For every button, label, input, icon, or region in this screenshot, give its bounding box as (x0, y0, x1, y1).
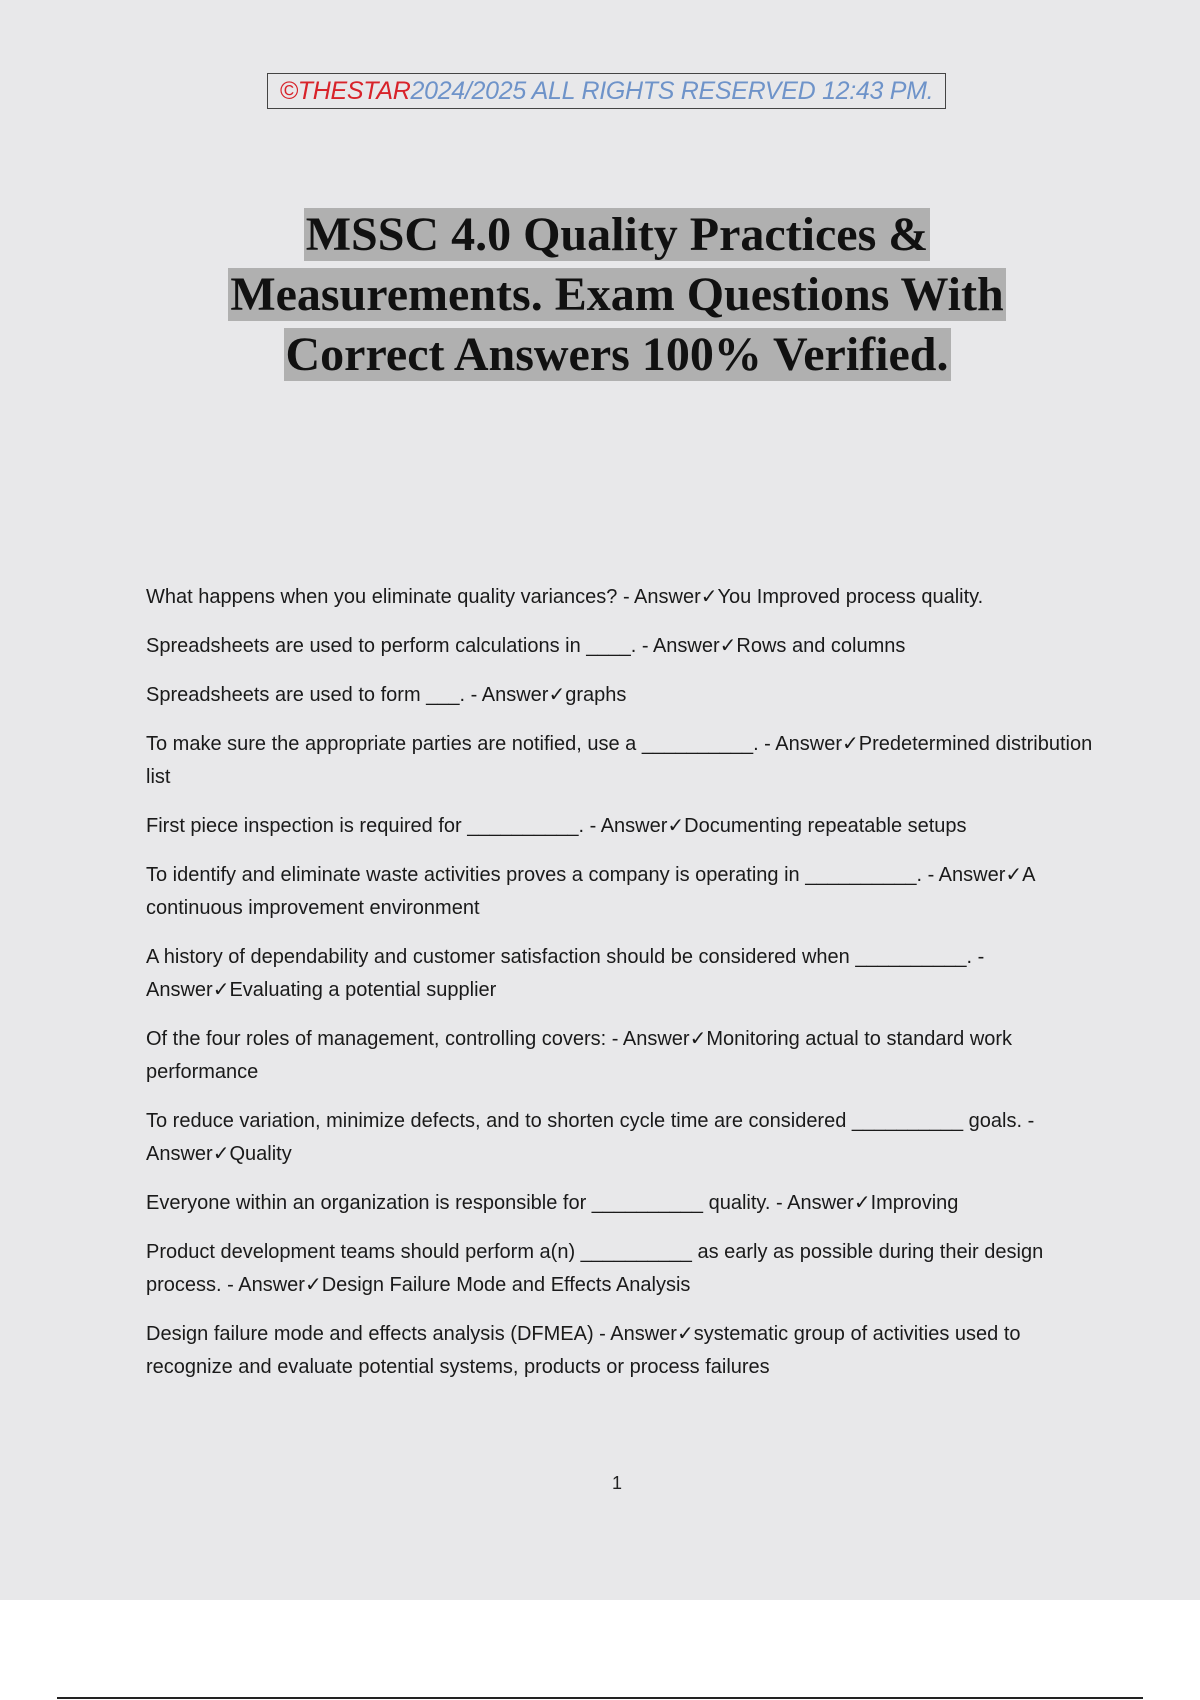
qa-item: Of the four roles of management, controlling covers: - Answer✓Monitoring actual to standard work performance (146, 1028, 1013, 1083)
qa-item: First piece inspection is required for __________. - Answer✓Documenting repeatable setups (146, 815, 967, 837)
question-answer-list (146, 581, 1096, 1400)
title-line: Correct Answers 100% Verified. (285, 328, 949, 381)
document-title (0, 205, 1200, 385)
page-number: 1 (611, 1473, 622, 1493)
qa-item: Spreadsheets are used to form ___. - Answer✓graphs (146, 684, 627, 706)
copyright-header (267, 73, 946, 109)
header-rights-text: 2024/2025 ALL RIGHTS RESERVED 12:43 PM. (410, 76, 934, 105)
qa-item: Everyone within an organization is responsible for __________ quality. - Answer✓Improving (146, 1192, 959, 1214)
header-brand: ©THESTAR (279, 76, 411, 105)
title-line: MSSC 4.0 Quality Practices & (305, 208, 929, 261)
title-line: Measurements. Exam Questions With (230, 268, 1004, 321)
qa-item: What happens when you eliminate quality variances? - Answer✓You Improved process quality. (146, 586, 984, 608)
next-page-divider (57, 1697, 1143, 1699)
qa-item: To identify and eliminate waste activities proves a company is operating in __________. - Answer✓A continuous improvement environment (146, 864, 1035, 919)
qa-item: To make sure the appropriate parties are notified, use a __________. - Answer✓Predetermined distribution list (146, 733, 1093, 788)
qa-item: Product development teams should perform a(n) __________ as early as possible during their design process. - Answer✓Design Failure Mode and Effects Analysis (146, 1241, 1044, 1296)
qa-item: Spreadsheets are used to perform calculations in ____. - Answer✓Rows and columns (146, 635, 906, 657)
qa-item: A history of dependability and customer satisfaction should be considered when __________. - Answer✓Evaluating a potential supplier (146, 946, 985, 1001)
qa-item: To reduce variation, minimize defects, and to shorten cycle time are considered __________ goals. - Answer✓Quality (146, 1110, 1035, 1165)
qa-item: Design failure mode and effects analysis (DFMEA) - Answer✓systematic group of activities used to recognize and evaluate potential systems, products or process failures (146, 1323, 1021, 1378)
